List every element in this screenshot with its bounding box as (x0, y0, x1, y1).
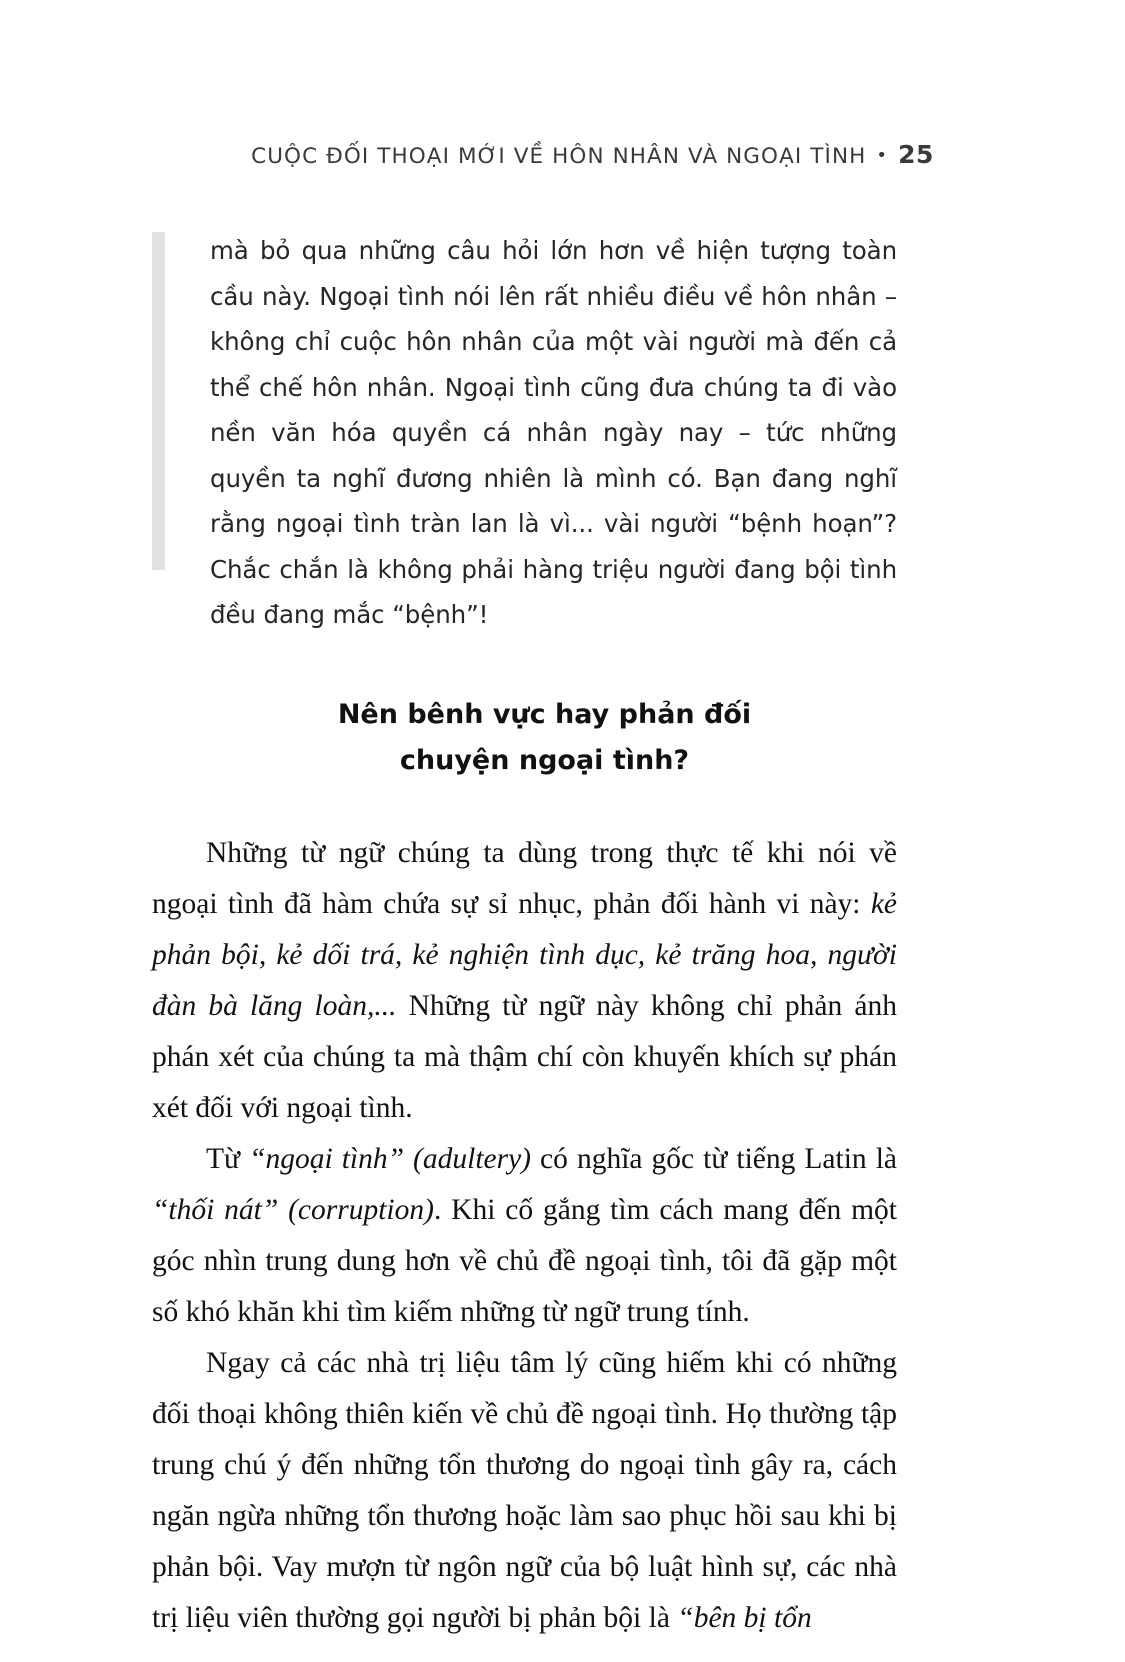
plain-text: Những từ ngữ này không chỉ phản ánh phán xét của chúng ta mà thậm chí còn khuyến khích sự phán xét đối với ngoại tình. (152, 989, 897, 1124)
emphasis-text: “ngoại tình” (adultery) (249, 1142, 532, 1175)
plain-text: có nghĩa gốc từ tiếng Latin là (531, 1142, 898, 1175)
body-text (152, 828, 897, 1644)
section-heading-line-1: Nên bênh vực hay phản đối (337, 698, 752, 730)
running-head-separator: • (876, 145, 889, 166)
plain-text: . Khi cố gắng tìm cách mang đến một góc nhìn trung dung hơn về chủ đề ngoại tình, tôi đã gặp một số khó khăn khi tìm kiếm những từ ngữ trung tính. (152, 1193, 897, 1328)
page-content (152, 228, 897, 1644)
emphasis-text: “thối nát” (corruption) (152, 1193, 434, 1226)
page-number: 25 (898, 140, 934, 169)
pullquote-accent-bar (152, 232, 165, 570)
paragraph (152, 828, 897, 1134)
plain-text: Ngay cả các nhà trị liệu tâm lý cũng hiếm khi có những đối thoại không thiên kiến về chủ đề ngoại tình. Họ thường tập trung chú ý đến những tổn thương do ngoại tình gây ra, cách ngăn ngừa những tổn thương hoặc làm sao phục hồi sau khi bị phản bội. Vay mượn từ ngôn ngữ của bộ luật hình sự, các nhà trị liệu viên thường gọi người bị phản bội là (152, 1346, 897, 1634)
emphasis-text: kẻ phản bội, kẻ dối trá, kẻ nghiện tình dục, kẻ trăng hoa, người đàn bà lăng loàn,... (152, 887, 897, 1022)
plain-text: Từ (206, 1142, 250, 1175)
section-heading-line-2: chuyện ngoại tình? (399, 744, 690, 776)
emphasis-text: “bên bị tổn (677, 1601, 812, 1634)
paragraph (152, 1134, 897, 1338)
running-head-title: CUỘC ĐỐI THOẠI MỚI VỀ HÔN NHÂN VÀ NGOẠI TÌNH (251, 144, 867, 169)
section-heading (152, 692, 897, 784)
running-head (0, 140, 1125, 169)
running-head-inner (191, 140, 934, 169)
plain-text: Những từ ngữ chúng ta dùng trong thực tế khi nói về ngoại tình đã hàm chứa sự sỉ nhục, phản đối hành vi này: (152, 836, 897, 920)
pullquote-text: mà bỏ qua những câu hỏi lớn hơn về hiện tượng toàn cầu này. Ngoại tình nói lên rất nhiều điều về hôn nhân – không chỉ cuộc hôn nhân của một vài người mà đến cả thể chế hôn nhân. Ngoại tình cũng đưa chúng ta đi vào nền văn hóa quyền cá nhân ngày nay – tức những quyền ta nghĩ đương nhiên là mình có. Bạn đang nghĩ rằng ngoại tình tràn lan là vì... vài người “bệnh hoạn”? Chắc chắn là không phải hàng triệu người đang bội tình đều đang mắc “bệnh”! (210, 236, 897, 629)
paragraph (152, 1338, 897, 1644)
pullquote-block (152, 228, 897, 638)
